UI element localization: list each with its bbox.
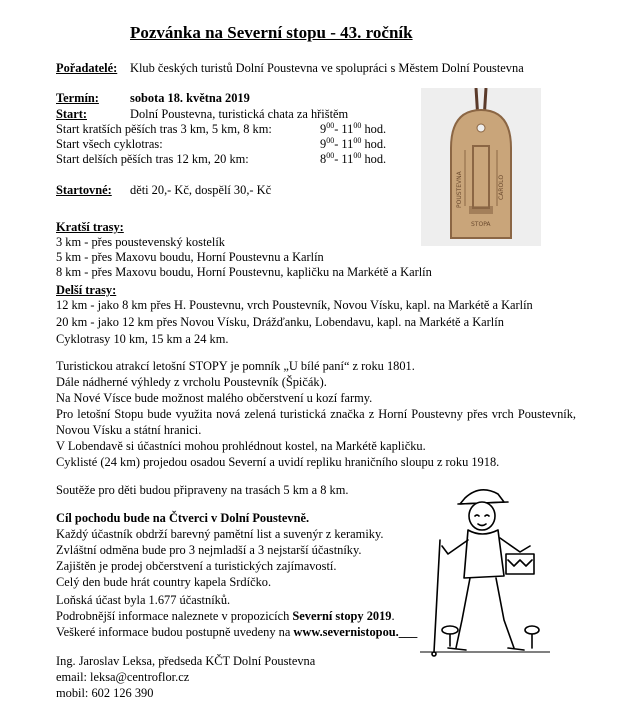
contact-mobile: mobil: 602 126 390 bbox=[56, 686, 154, 700]
more-info-text: Podrobnější informace naleznete v propozicích Severní stopy 2019. bbox=[56, 609, 395, 623]
web-info-text: Veškeré informace budou postupně uvedeny na www.severnistopou.___ bbox=[56, 625, 418, 639]
short-route-5km: 5 km - přes Maxovu boudu, Horní Poustevnu a Karlín bbox=[56, 250, 324, 264]
description-line-4: Pro letošní Stopu bude využita nová zelená turistická značka z Horní Poustevny přes vrch Poustevník, Novou Vísku a státní hranici. bbox=[56, 407, 576, 437]
start-row-3-time: $8^{00}-$ $11^{00}$ hod. bbox=[320, 150, 387, 166]
description-line-1: Turistickou atrakcí letošní STOPY je pomník „U bílé paní“ z roku 1801. bbox=[56, 359, 415, 373]
organizer-label: Pořadatelé: bbox=[56, 61, 118, 75]
short-route-3km: 3 km - přes poustevenský kostelík bbox=[56, 235, 225, 249]
fee-label: Startovné: bbox=[56, 183, 112, 197]
start-row-3-text: Start delších pěších tras 12 km, 20 km: bbox=[56, 152, 249, 166]
fee-text: děti 20,- Kč, dospělí 30,- Kč bbox=[130, 183, 272, 197]
hiker-illustration bbox=[420, 480, 550, 660]
short-route-8km: 8 km - přes Maxovu boudu, Horní Poustevnu, kapličku na Markétě a Karlín bbox=[56, 265, 432, 279]
organizer-text: Klub českých turistů Dolní Poustevna ve spolupráci s Městem Dolní Poustevna bbox=[130, 61, 524, 75]
start-place: Dolní Poustevna, turistická chata za hřištěm bbox=[130, 107, 349, 121]
ceramic-medal-image bbox=[421, 88, 541, 246]
hiker-drawing bbox=[420, 480, 550, 660]
finish-item-4: Celý den bude hrát country kapela Srdíčko. bbox=[56, 575, 272, 589]
medal-text-3: STOPA bbox=[471, 221, 491, 228]
cycling-routes: Cyklotrasy 10 km, 15 km a 24 km. bbox=[56, 332, 229, 346]
term-text: sobota 18. května 2019 bbox=[130, 91, 250, 105]
start-row-2-time: $9^{00}-$ $11^{00}$ hod. bbox=[320, 135, 387, 151]
description-line-3: Na Nové Vísce bude možnost malého občerstvení u kozí farmy. bbox=[56, 391, 373, 405]
description-line-2: Dále nádherné výhledy z vrcholu Poustevník (Špičák). bbox=[56, 375, 327, 389]
finish-heading: Cíl pochodu bude na Čtverci v Dolní Poustevně. bbox=[56, 511, 310, 525]
web-link[interactable]: www.severnistopou.___ bbox=[293, 625, 418, 639]
medal-text-1: POUSTEVNA bbox=[456, 171, 463, 208]
last-year-attendance: Loňská účast byla 1.677 účastníků. bbox=[56, 593, 231, 607]
long-route-20km: 20 km - jako 12 km přes Novou Vísku, Drážďanku, Lobendavu, kapl. na Markétě a Karlín bbox=[56, 315, 504, 329]
term-label: Termín: bbox=[56, 91, 99, 105]
contact-name: Ing. Jaroslav Leksa, předseda KČT Dolní Poustevna bbox=[56, 654, 316, 668]
start-row-1-time: $9^{00}-$ $11^{00}$ hod. bbox=[320, 120, 387, 136]
start-row-2-text: Start všech cyklotras: bbox=[56, 137, 163, 151]
contact-email[interactable]: email: leksa@centroflor.cz bbox=[56, 670, 190, 684]
contests-text: Soutěže pro děti budou připraveny na trasách 5 km a 8 km. bbox=[56, 483, 349, 497]
medal-illustration bbox=[421, 88, 541, 246]
long-route-12km: 12 km - jako 8 km přes H. Poustevnu, vrch Poustevník, Novou Vísku, kapl. na Markétě a Karlín bbox=[56, 298, 533, 312]
medal-text-2: CAROLO bbox=[498, 174, 505, 200]
long-routes-label: Delší trasy: bbox=[56, 283, 117, 297]
start-label: Start: bbox=[56, 107, 87, 121]
finish-item-2: Zvláštní odměna bude pro 3 nejmladší a 3 nejstarší účastníky. bbox=[56, 543, 362, 557]
finish-item-3: Zajištěn je prodej občerstvení a turistických zajímavostí. bbox=[56, 559, 337, 573]
short-routes-label: Kratší trasy: bbox=[56, 220, 124, 234]
finish-item-1: Každý účastník obdrží barevný pamětní list a suvenýr z keramiky. bbox=[56, 527, 384, 541]
description-line-6: Cyklisté (24 km) projedou osadou Severní a uvidí repliku hraničního sloupu z roku 1918. bbox=[56, 455, 500, 469]
start-row-1-text: Start kratších pěších tras 3 km, 5 km, 8 km: bbox=[56, 122, 272, 136]
description-line-5: V Lobendavě si účastníci mohou prohlédnout kostel, na Markétě kapličku. bbox=[56, 439, 426, 453]
page-title: Pozvánka na Severní stopu - 43. ročník bbox=[130, 23, 413, 42]
